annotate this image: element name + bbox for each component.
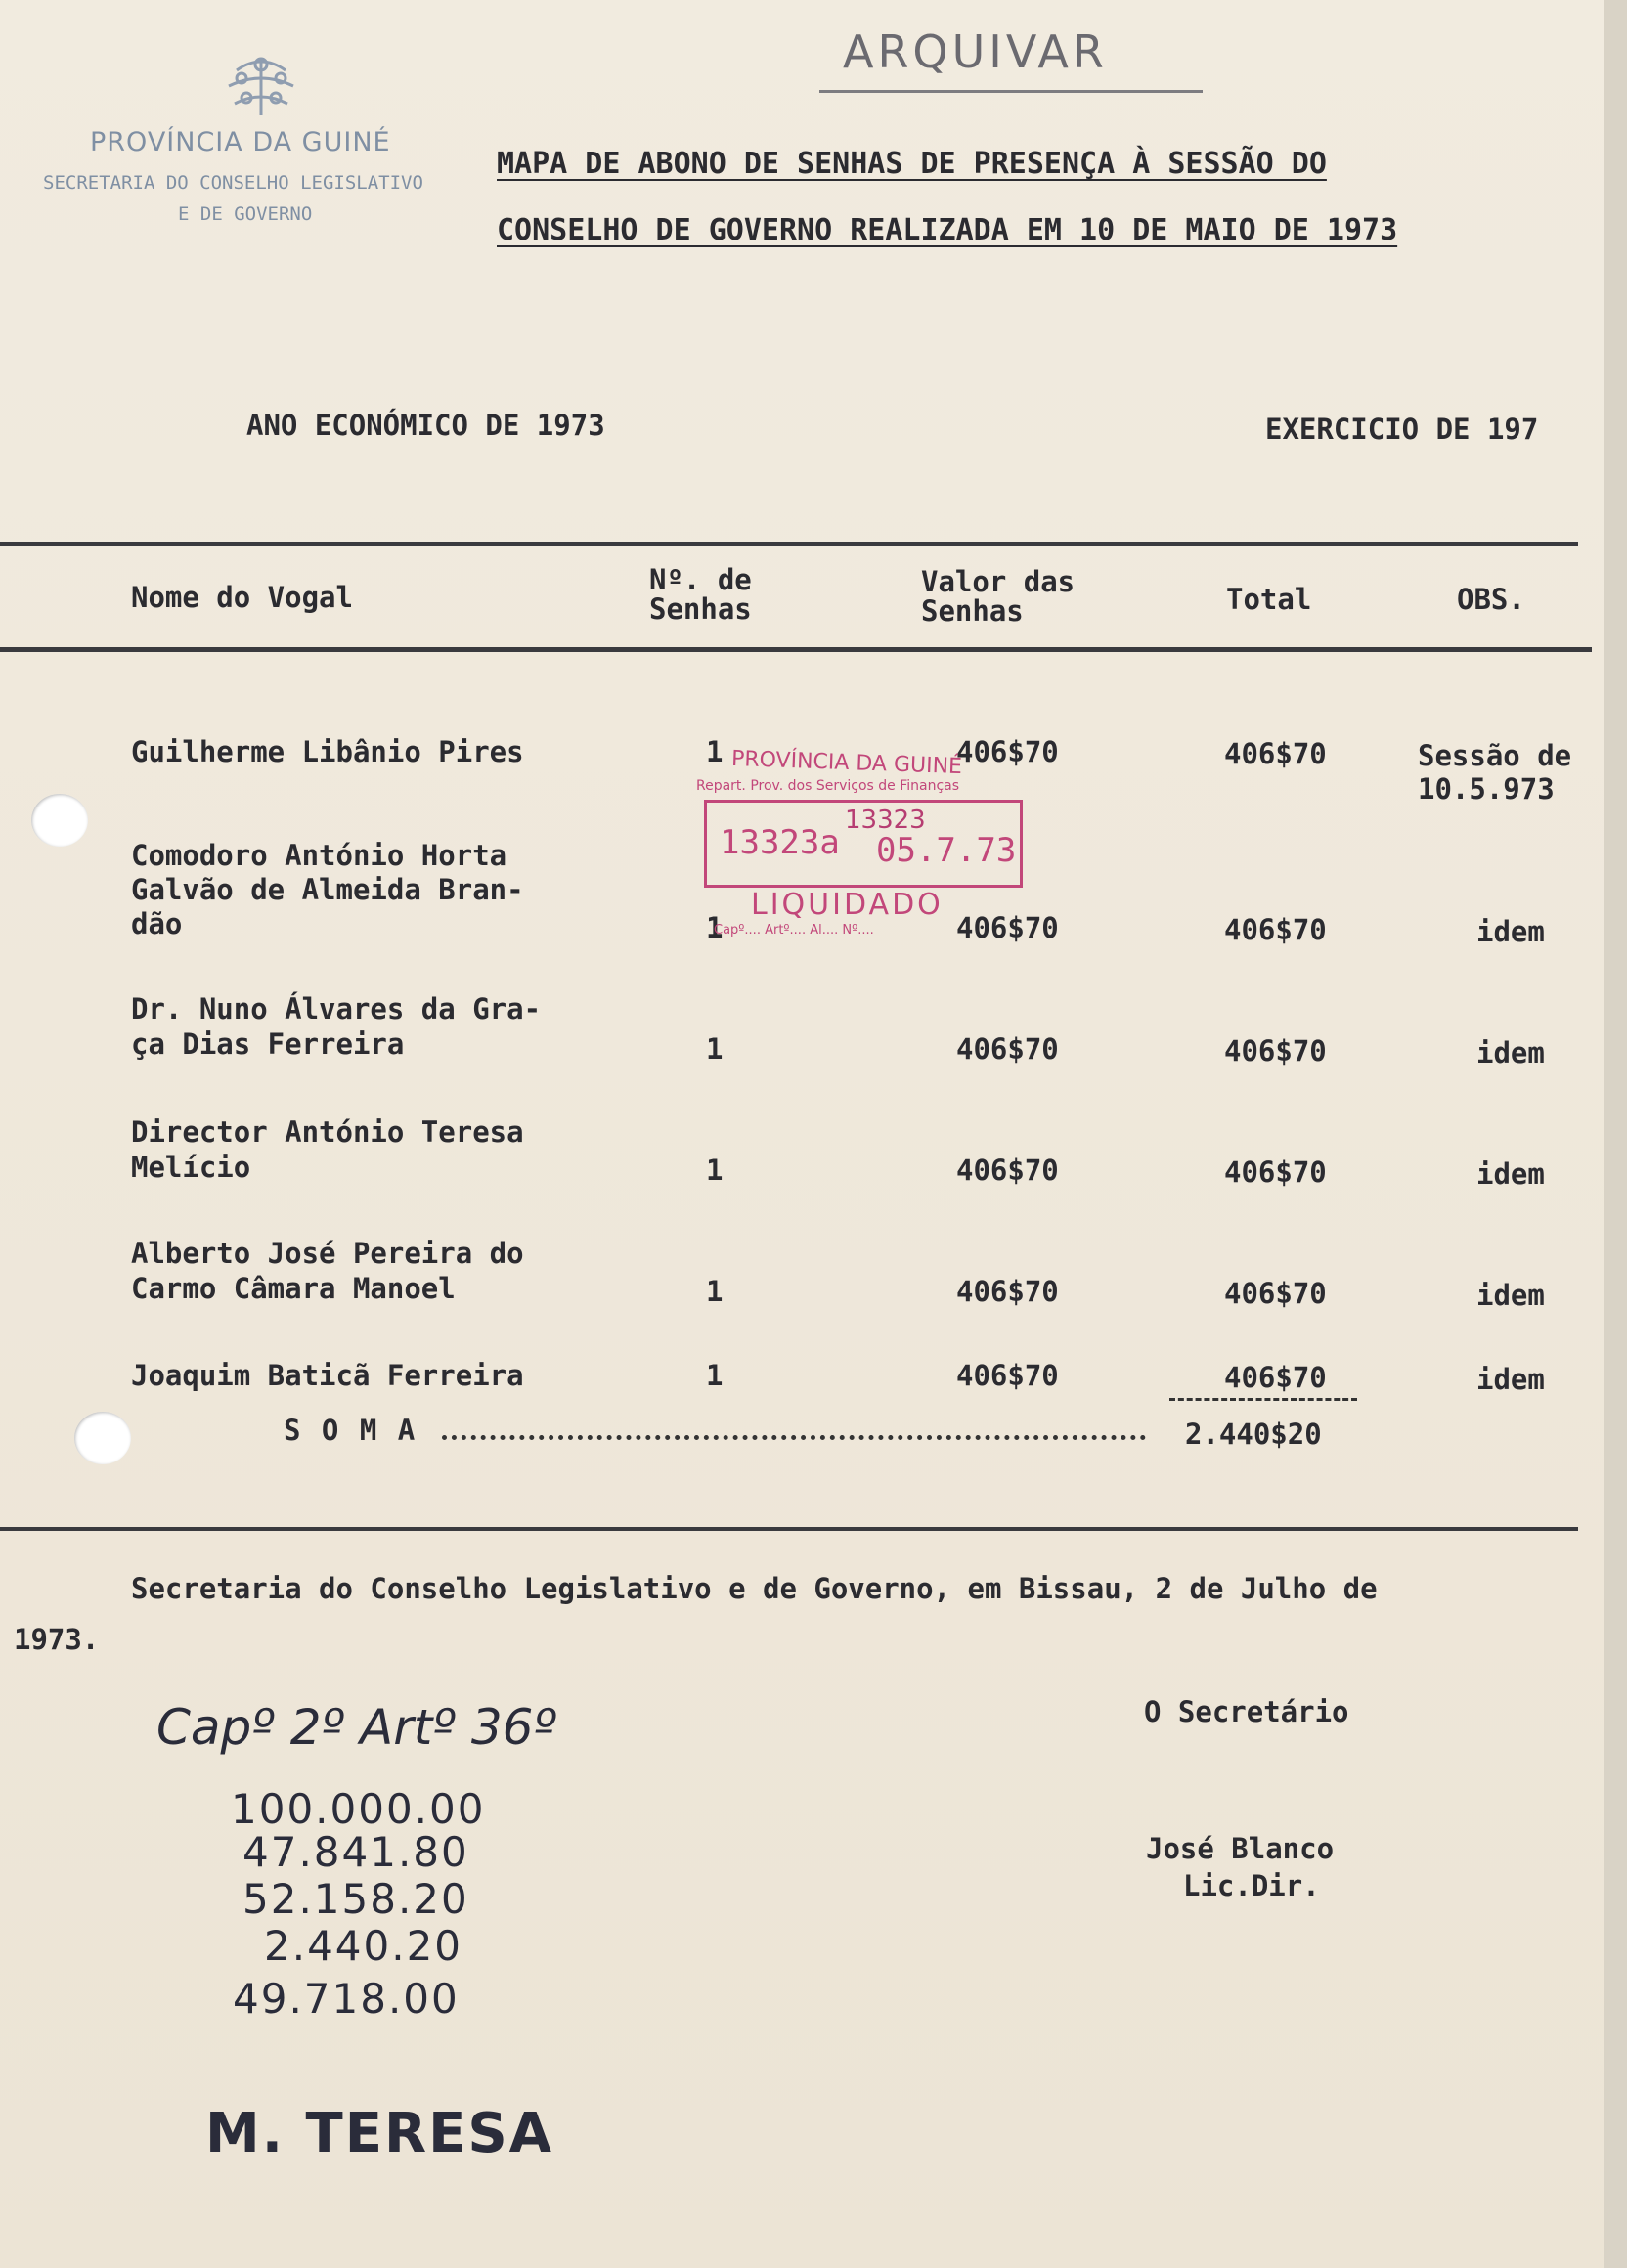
- table-row-4-obs: idem: [1476, 1157, 1545, 1191]
- column-header-obs: OBS.: [1457, 583, 1525, 616]
- letterhead-secretariat-2: E DE GOVERNO: [178, 203, 313, 225]
- punch-hole-top: [31, 794, 88, 847]
- table-row-2-value: 406$70: [956, 911, 1059, 944]
- table-header-rule: [0, 647, 1592, 652]
- coat-of-arms-icon: [217, 51, 305, 121]
- document-title-line1: MAPA DE ABONO DE SENHAS DE PRESENÇA À SESSÃO DO: [497, 147, 1327, 181]
- table-row-3-total: 406$70: [1224, 1034, 1327, 1068]
- exercise-year: EXERCICIO DE 197: [1265, 413, 1539, 446]
- table-row-1-name: Guilherme Libânio Pires: [131, 735, 524, 768]
- table-row-6-total: 406$70: [1224, 1361, 1327, 1394]
- table-row-2-name: Comodoro António Horta Galvão de Almeida Bran- dão: [131, 839, 524, 940]
- column-header-count: Nº. de Senhas: [649, 563, 752, 626]
- table-row-3-obs: idem: [1476, 1036, 1545, 1069]
- handwritten-amount-3: 52.158.20: [242, 1875, 469, 1923]
- closing-line-1: Secretaria do Conselho Legislativo e de Governo, em Bissau, 2 de Julho de: [131, 1572, 1378, 1605]
- stamp-date: 05.7.73: [876, 831, 1017, 870]
- table-row-3-name: Dr. Nuno Álvares da Gra- ça Dias Ferreira: [131, 992, 542, 1061]
- table-row-3-value: 406$70: [956, 1032, 1059, 1066]
- punch-hole-bottom: [74, 1412, 131, 1464]
- total-underline: [1169, 1398, 1357, 1401]
- table-row-5-name: Alberto José Pereira do Carmo Câmara Manoel: [131, 1237, 524, 1305]
- table-row-6-obs: idem: [1476, 1363, 1545, 1396]
- archive-note: ARQUIVAR: [843, 25, 1108, 78]
- letterhead-province: PROVÍNCIA DA GUINÉ: [90, 127, 391, 157]
- handwritten-amount-1: 100.000.00: [231, 1785, 486, 1833]
- stamp-footer: Capº.... Artº.... Al.... Nº....: [714, 923, 874, 938]
- stamp-status: LIQUIDADO: [751, 888, 944, 922]
- table-row-5-obs: idem: [1476, 1279, 1545, 1312]
- handwritten-amount-5: 49.718.00: [233, 1975, 460, 2023]
- column-header-value: Valor das Senhas: [921, 565, 1076, 628]
- handwritten-budget-line: Capº 2º Artº 36º: [156, 1699, 557, 1756]
- sum-label: S O M A: [284, 1414, 418, 1447]
- handwritten-amount-2: 47.841.80: [242, 1828, 469, 1876]
- table-row-1-count: 1: [706, 735, 724, 768]
- table-row-5-value: 406$70: [956, 1275, 1059, 1308]
- handwritten-initials: M. TERESA: [205, 2102, 553, 2165]
- stamp-number: 13323a: [720, 823, 840, 862]
- table-row-1-total: 406$70: [1224, 737, 1327, 770]
- table-bottom-rule: [0, 1527, 1578, 1531]
- document-title-line2: CONSELHO DE GOVERNO REALIZADA EM 10 DE MAIO DE 1973: [497, 213, 1398, 247]
- stamp-handwritten-number: 13323: [845, 806, 926, 835]
- table-row-6-count: 1: [706, 1359, 724, 1392]
- table-row-5-count: 1: [706, 1275, 724, 1308]
- secretary-title: O Secretário: [1144, 1695, 1349, 1728]
- stamp-province: PROVÍNCIA DA GUINÉ: [730, 746, 963, 780]
- closing-line-2: 1973.: [14, 1623, 100, 1656]
- table-row-6-name: Joaquim Baticã Ferreira: [131, 1359, 524, 1392]
- stamp-department: Repart. Prov. dos Serviços de Finanças: [696, 778, 960, 794]
- economic-year: ANO ECONÓMICO DE 1973: [246, 409, 605, 442]
- sum-leader-dots: [442, 1435, 1146, 1440]
- table-row-4-name: Director António Teresa Melício: [131, 1115, 524, 1184]
- table-row-4-count: 1: [706, 1154, 724, 1187]
- column-header-name: Nome do Vogal: [131, 581, 353, 614]
- letterhead-secretariat: SECRETARIA DO CONSELHO LEGISLATIVO: [43, 172, 423, 194]
- sum-value: 2.440$20: [1185, 1418, 1322, 1451]
- table-row-2-total: 406$70: [1224, 913, 1327, 946]
- column-header-total: Total: [1226, 583, 1312, 616]
- archive-note-underline: [819, 90, 1203, 93]
- table-row-6-value: 406$70: [956, 1359, 1059, 1392]
- handwritten-amount-4: 2.440.20: [264, 1922, 463, 1970]
- table-row-4-value: 406$70: [956, 1154, 1059, 1187]
- table-row-5-total: 406$70: [1224, 1277, 1327, 1310]
- secretary-credentials: Lic.Dir.: [1183, 1869, 1320, 1902]
- table-row-1-value: 406$70: [956, 735, 1059, 768]
- table-row-3-count: 1: [706, 1032, 724, 1066]
- table-row-1-obs: Sessão de 10.5.973: [1418, 739, 1572, 806]
- table-top-rule: [0, 542, 1578, 546]
- liquidated-stamp: [684, 743, 1048, 946]
- secretary-name: José Blanco: [1146, 1832, 1335, 1865]
- table-row-4-total: 406$70: [1224, 1156, 1327, 1189]
- table-row-2-count: 1: [706, 911, 724, 944]
- table-row-2-obs: idem: [1476, 915, 1545, 948]
